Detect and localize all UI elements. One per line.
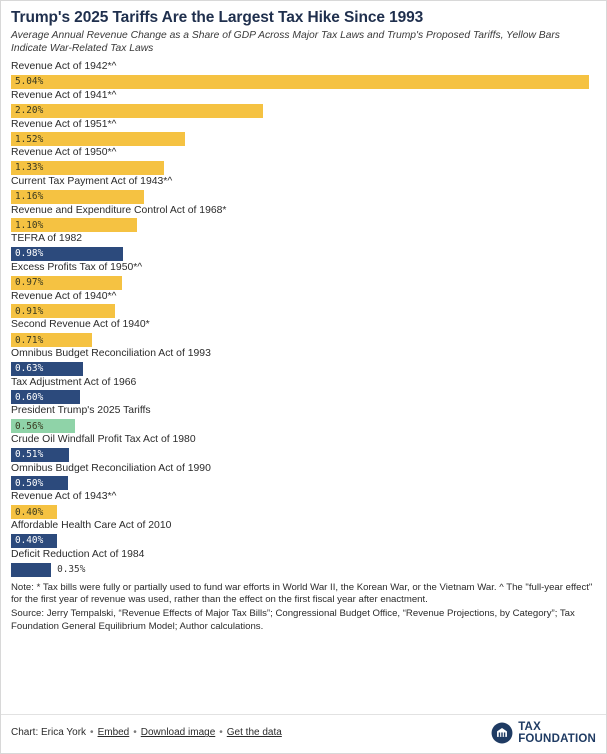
chart-row — [11, 520, 596, 548]
chart-row — [11, 90, 596, 118]
chart-row — [11, 348, 596, 376]
bar-track — [11, 104, 596, 118]
bar[interactable] — [11, 563, 51, 577]
bar[interactable] — [11, 534, 57, 548]
bar-track — [11, 362, 596, 376]
bar-track — [11, 419, 596, 433]
footer-separator-1: • — [90, 727, 94, 739]
bar-category-label: Revenue and Expenditure Control Act of 1968* — [11, 204, 227, 216]
bar-category-label: Revenue Act of 1940*^ — [11, 290, 117, 302]
chart-row — [11, 233, 596, 261]
chart-row — [11, 434, 596, 462]
bar-category-label: Deficit Reduction Act of 1984 — [11, 548, 145, 560]
bar-value-label: 0.40% — [15, 506, 44, 518]
bar-value-label: 1.16% — [15, 191, 44, 203]
bar[interactable] — [11, 505, 57, 519]
bar-category-label: Revenue Act of 1943*^ — [11, 491, 117, 503]
bar[interactable] — [11, 333, 92, 347]
chart-row — [11, 377, 596, 405]
bar-track — [11, 304, 596, 318]
bar[interactable] — [11, 75, 589, 89]
bar-category-label: Revenue Act of 1950*^ — [11, 147, 117, 159]
chart-row — [11, 147, 596, 175]
bar-value-label: 2.20% — [15, 105, 44, 117]
chart-row — [11, 119, 596, 147]
logo-wordmark — [518, 721, 596, 745]
bar-value-label: 0.50% — [15, 477, 44, 489]
chart-row — [11, 205, 596, 233]
bar-value-label: 0.97% — [15, 277, 44, 289]
chart-subtitle: Average Annual Revenue Change as a Share of GDP Across Major Tax Laws and Trump's Proposed Tariffs, Yellow Bars Indicate War-Related Tax Laws — [11, 29, 560, 54]
bar-track — [11, 476, 596, 490]
bar-track — [11, 448, 596, 462]
bar[interactable] — [11, 390, 80, 404]
bar-value-label: 5.04% — [15, 76, 44, 88]
bar[interactable] — [11, 476, 68, 490]
bar-category-label: Second Revenue Act of 1940* — [11, 319, 150, 331]
chart-row — [11, 549, 596, 577]
bar-value-label: 0.35% — [57, 564, 86, 576]
bar-value-label: 0.63% — [15, 363, 44, 375]
bar-value-label: 0.51% — [15, 449, 44, 461]
logo-line-2: FOUNDATION — [518, 732, 596, 745]
bar[interactable] — [11, 132, 185, 146]
bar[interactable] — [11, 276, 122, 290]
tax-foundation-mark-icon — [491, 722, 513, 744]
bar[interactable] — [11, 190, 144, 204]
bar-category-label: Revenue Act of 1942*^ — [11, 61, 117, 73]
bar-category-label: Revenue Act of 1941*^ — [11, 89, 117, 101]
bar-track — [11, 276, 596, 290]
bar-value-label: 1.33% — [15, 162, 44, 174]
bar-track — [11, 534, 596, 548]
bar[interactable] — [11, 161, 164, 175]
bar-track — [11, 247, 596, 261]
footer-separator-3: • — [219, 727, 223, 739]
bar-value-label: 0.98% — [15, 248, 44, 260]
chart-credit: Chart: Erica York — [11, 727, 87, 739]
bar-value-label: 0.71% — [15, 334, 44, 346]
bar-value-label: 0.40% — [15, 535, 44, 547]
tax-foundation-logo — [491, 721, 596, 745]
bar-category-label: Excess Profits Tax of 1950*^ — [11, 261, 143, 273]
bar-category-label: Tax Adjustment Act of 1966 — [11, 376, 137, 388]
chart-notes — [1, 578, 606, 635]
chart-row — [11, 176, 596, 204]
bar-category-label: TEFRA of 1982 — [11, 233, 83, 245]
bar-category-label: Affordable Health Care Act of 2010 — [11, 520, 172, 532]
bar-track — [11, 563, 596, 577]
bar-category-label: Revenue Act of 1951*^ — [11, 118, 117, 130]
bar-category-label: Crude Oil Windfall Profit Tax Act of 1980 — [11, 434, 196, 446]
chart-row — [11, 291, 596, 319]
bar[interactable] — [11, 419, 75, 433]
bar-value-label: 0.60% — [15, 391, 44, 403]
bar-value-label: 0.56% — [15, 420, 44, 432]
bar-category-label: Omnibus Budget Reconciliation Act of 1993 — [11, 348, 211, 360]
bar-value-label: 0.91% — [15, 305, 44, 317]
chart-row — [11, 463, 596, 491]
bar-track — [11, 390, 596, 404]
bar[interactable] — [11, 362, 83, 376]
bar-category-label: Current Tax Payment Act of 1943*^ — [11, 175, 173, 187]
chart-footer — [1, 714, 606, 753]
bar-track — [11, 161, 596, 175]
bar[interactable] — [11, 104, 263, 118]
bar-category-label: Omnibus Budget Reconciliation Act of 1990 — [11, 462, 211, 474]
bar-value-label: 1.10% — [15, 219, 44, 231]
page-title: Trump's 2025 Tariffs Are the Largest Tax Hike Since 1993 — [11, 9, 424, 26]
bar[interactable] — [11, 304, 115, 318]
get-the-data-link[interactable]: Get the data — [226, 727, 282, 739]
bar-track — [11, 75, 596, 89]
bar-track — [11, 132, 596, 146]
footer-links — [11, 727, 282, 738]
bar-track — [11, 218, 596, 232]
footer-separator-2: • — [133, 727, 137, 739]
bar-track — [11, 333, 596, 347]
source-text: Source: Jerry Tempalski, “Revenue Effects of Major Tax Bills”; Congressional Budget Office, “Revenue Projections, by Category”; Tax Foundation General Equilibrium Model; Author calculations. — [11, 607, 575, 632]
note-text: Note: * Tax bills were fully or partially used to fund war efforts in World War II, the Korean War, or the Vietnam War. ^ The "full-year effect" for the first year of revenue was used, rather than the effect on the first fiscal year after enactment. — [11, 581, 593, 606]
logo-line-1: TAX — [518, 720, 541, 733]
bar-value-label: 1.52% — [15, 133, 44, 145]
bar[interactable] — [11, 218, 137, 232]
bar-chart — [1, 59, 606, 577]
bar-track — [11, 190, 596, 204]
chart-row — [11, 319, 596, 347]
bar[interactable] — [11, 448, 69, 462]
download-image-link[interactable]: Download image — [140, 727, 216, 739]
chart-row — [11, 491, 596, 519]
embed-link[interactable]: Embed — [97, 727, 130, 739]
bar-category-label: President Trump's 2025 Tariffs — [11, 405, 151, 417]
chart-row — [11, 262, 596, 290]
chart-row — [11, 405, 596, 433]
bar-track — [11, 505, 596, 519]
bar[interactable] — [11, 247, 123, 261]
chart-row — [11, 61, 596, 89]
